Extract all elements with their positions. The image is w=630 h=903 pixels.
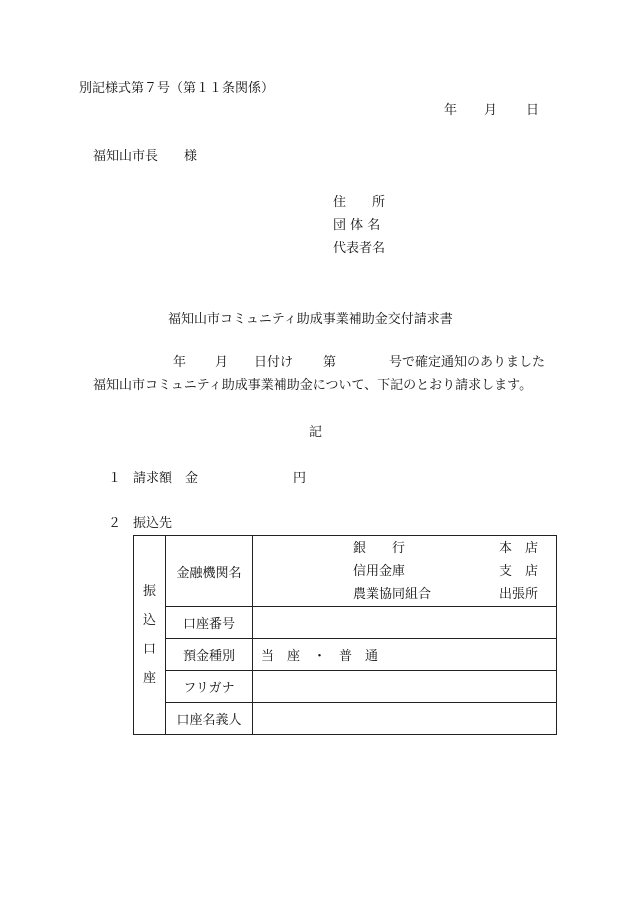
deposit-type-options[interactable]: 当 座 ・ 普 通 [253, 639, 557, 671]
body-year: 年 [173, 355, 187, 370]
item1-number: １ [108, 471, 122, 486]
label-bank-name: 金融機関名 [166, 536, 253, 607]
addressee: 福知山市長 様 [93, 149, 198, 164]
document-title: 福知山市コミュニティ助成事業補助金交付請求書 [168, 312, 453, 327]
branch-main: 本 店 [499, 541, 539, 556]
item2-label: 振込先 [133, 516, 173, 531]
side-char: 振 [142, 584, 156, 599]
bank-name-cell[interactable] [253, 536, 557, 607]
bank-account-table [133, 535, 557, 735]
date-day: 日 [526, 103, 540, 118]
label-account-number: 口座番号 [166, 607, 253, 639]
body-month: 月 [215, 355, 229, 370]
ki-heading: 記 [309, 425, 323, 440]
label-deposit-type: 預金種別 [166, 639, 253, 671]
side-char: 座 [142, 671, 156, 686]
applicant-representative: 代表者名 [333, 241, 386, 256]
form-id: 別記様式第７号（第１１条関係） [79, 81, 275, 96]
branch-sub: 支 店 [499, 564, 539, 579]
date-month: 月 [484, 103, 498, 118]
account-number-field[interactable] [253, 607, 557, 639]
applicant-organization: 団 体 名 [333, 218, 381, 233]
item1-label: 請求額 金 [133, 471, 199, 486]
label-furigana: フリガナ [166, 671, 253, 703]
body-dated: 日付け [254, 355, 294, 370]
furigana-field[interactable] [253, 671, 557, 703]
type-ja: 農業協同組合 [353, 587, 432, 602]
item2-number: ２ [108, 516, 122, 531]
applicant-address: 住 所 [333, 195, 386, 210]
branch-office: 出張所 [499, 587, 539, 602]
body-no: 第 [323, 355, 337, 370]
body-rest: 号で確定通知のありました [389, 355, 546, 370]
side-label [134, 536, 166, 735]
type-bank: 銀 行 [353, 541, 406, 556]
label-account-holder: 口座名義人 [166, 703, 253, 735]
side-char: 込 [142, 613, 156, 628]
side-char: 口 [142, 642, 156, 657]
date-year: 年 [444, 103, 458, 118]
item1-unit: 円 [293, 471, 307, 486]
type-shinkin: 信用金庫 [353, 564, 406, 579]
account-holder-field[interactable] [253, 703, 557, 735]
body-line2: 福知山市コミュニティ助成事業補助金について、下記のとおり請求します。 [93, 378, 533, 393]
